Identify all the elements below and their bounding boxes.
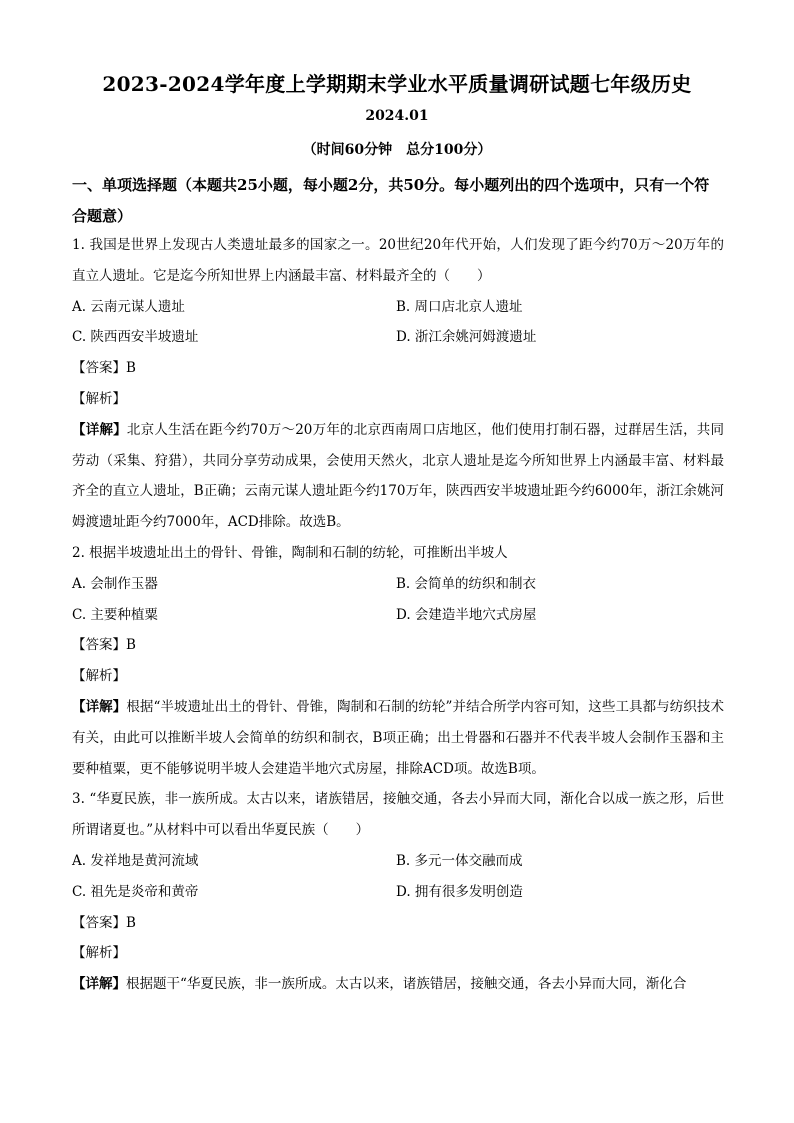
detail-tag: 【详解】 — [72, 976, 126, 993]
option-b: B. 周口店北京人遗址 — [396, 298, 523, 315]
option-d: D. 会建造半地穴式房屋 — [396, 606, 537, 623]
detail-tag: 【详解】 — [72, 698, 127, 715]
detail-text: 根据题干“华夏民族，非一族所成。太古以来，诸族错居，接触交通，各去小异而大同，渐化合 — [126, 976, 687, 993]
analysis-label: 【解析】 — [72, 390, 126, 407]
analysis-label: 【解析】 — [72, 945, 126, 962]
option-c: C. 陕西西安半坡遗址 — [72, 329, 199, 346]
option-d: D. 浙江余姚河姆渡遗址 — [396, 329, 537, 346]
detail-tag: 【详解】 — [72, 421, 127, 438]
answer-line: 【答案】B — [72, 637, 136, 654]
option-grid — [72, 569, 724, 631]
option-grid — [72, 292, 724, 354]
exam-date: 2024.01 — [365, 108, 429, 124]
option-b: B. 会简单的纺织和制衣 — [396, 575, 537, 592]
answer-line: 【答案】B — [72, 914, 136, 931]
question-stem: 3. “华夏民族，非一族所成。太古以来，诸族错居，接触交通，各去小异而大同，渐化合以成一族之形，后世所谓诸夏也。”从材料中可以看出华夏民族（ ） — [72, 791, 724, 839]
detail-paragraph — [72, 692, 724, 784]
detail-text: 根据“半坡遗址出土的骨针、骨锥，陶制和石制的纺轮”并结合所学内容可知，这些工具都与纺织技术有关，由此可以推断半坡人会简单的纺织和制衣，B项正确；出土骨器和石器并不代表半坡人会制作玉器和主要种植粟，更不能够说明半坡人会建造半地穴式房屋，排除ACD项。故选B项。 — [72, 698, 724, 777]
detail-paragraph — [72, 969, 724, 1000]
exam-duration: （时间60分钟 总分100分） — [302, 142, 492, 158]
answer-line: 【答案】B — [72, 360, 136, 377]
detail-paragraph — [72, 415, 724, 538]
questions-body — [72, 230, 724, 1000]
option-c: C. 祖先是炎帝和黄帝 — [72, 883, 199, 900]
question-stem: 1. 我国是世界上发现古人类遗址最多的国家之一。20世纪20年代开始，人们发现了距今约70万～20万年的直立人遗址。它是迄今所知世界上内涵最丰富、材料最齐全的（ ） — [72, 237, 724, 284]
option-a: A. 云南元谋人遗址 — [72, 298, 185, 315]
detail-text: 北京人生活在距今约70万～20万年的北京西南周口店地区，他们使用打制石器，过群居生活，共同劳动（采集、狩猎），共同分享劳动成果，会使用天然火，北京人遗址是迄今所知世界上内涵最丰富、材料最齐全的直立人遗址，B正确；云南元谋人遗址距今约170万年，陕西西安半坡遗址距今约6000年，浙江余姚河姆渡遗址距今约7000年，ACD排除。故选B。 — [72, 421, 725, 531]
option-a: A. 发祥地是黄河流域 — [72, 852, 199, 869]
option-c: C. 主要种植粟 — [72, 606, 158, 623]
option-b: B. 多元一体交融而成 — [396, 852, 523, 869]
section-heading: 一、单项选择题（本题共25小题，每小题2分，共50分。每小题列出的四个选项中，只有一个符合题意） — [72, 176, 710, 225]
document-title: 2023-2024学年度上学期期末学业水平质量调研试题七年级历史 — [102, 72, 692, 96]
option-grid — [72, 846, 724, 908]
question-stem: 2. 根据半坡遗址出土的骨针、骨锥，陶制和石制的纺轮，可推断出半坡人 — [72, 544, 508, 561]
option-a: A. 会制作玉器 — [72, 575, 158, 592]
option-d: D. 拥有很多发明创造 — [396, 883, 523, 900]
analysis-label: 【解析】 — [72, 668, 126, 685]
